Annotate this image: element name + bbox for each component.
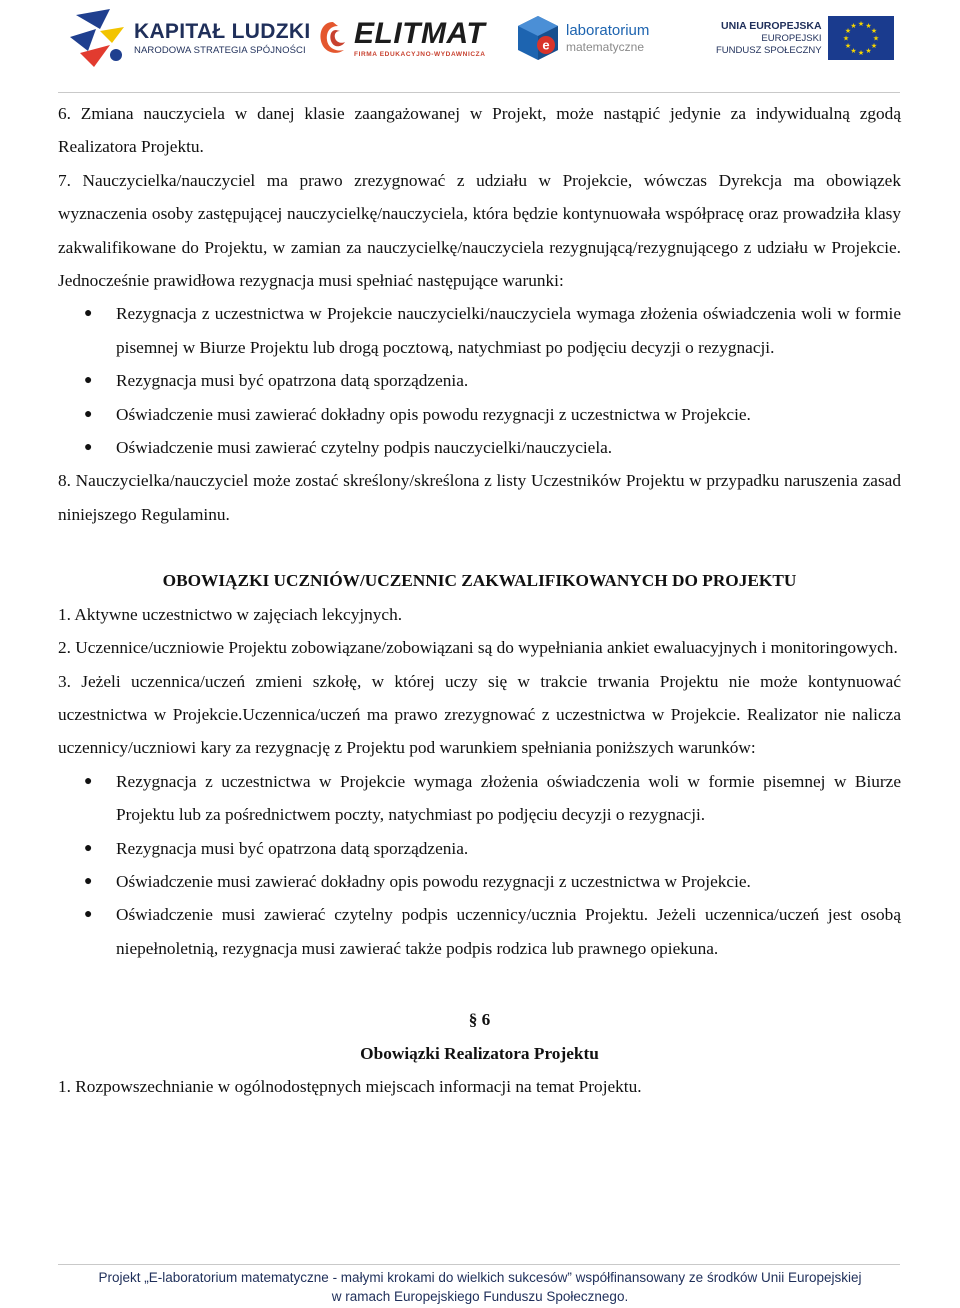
teachers-point-7: 7. Nauczycielka/nauczyciel ma prawo zrezygnować z udziału w Projekcie, wówczas Dyrekcja ma obowiązek wyznaczenia osoby zastępującej nauczycielkę/nauczyciela, która będzie kontynuowała współpracę oraz prowadziła klasy zakwalifikowane do Projektu, w zamian za nauczycielkę/nauczyciela rezygnującą/rezygnującego z udziału w Projekcie. Jednocześnie prawidłowa rezygnacja musi spełniać następujące warunki: [58,170,901,291]
elitmat-logo [316,8,486,68]
svg-text:★: ★ [844,27,851,35]
footer-line-1: Projekt „E-laboratorium matematyczne - małymi krokami do wielkich sukcesów” współfinansowany ze środków Unii Europejskiej [98,1270,862,1285]
kapital-ludzki-subtitle: NARODOWA STRATEGIA SPÓJNOŚCI [134,44,306,56]
svg-text:★: ★ [864,47,872,55]
eu-line1: UNIA EUROPEJSKA [721,19,822,32]
svg-text:★: ★ [872,34,879,43]
svg-text:★: ★ [870,42,877,50]
bullet-icon: ● [84,440,93,456]
kapital-ludzki-emblem-icon [66,7,128,69]
laboratorium-logo [516,8,649,68]
kapital-ludzki-title: KAPITAŁ LUDZKI [134,19,311,43]
bullet-icon: ● [84,873,93,889]
elitmat-name: ELITMAT [354,16,486,50]
list-item: ● Oświadczenie musi zawierać czytelny podpis uczennicy/ucznia Projektu. Jeżeli uczennica/uczeń jest osobą niepełnoletnią, rezygnacja musi zawierać także podpis rodzica lub prawnego opiekuna. [58,898,901,965]
students-point-1: 1. Aktywne uczestnictwo w zajęciach lekcyjnych. [58,604,403,624]
list-item: ● Oświadczenie musi zawierać dokładny opis powodu rezygnacji z uczestnictwa w Projekcie. [58,398,901,431]
e-cube-letter: e [542,37,550,53]
document-body [58,97,901,1103]
eu-logo [716,8,894,68]
svg-text:★: ★ [864,22,872,30]
svg-text:★: ★ [870,27,877,35]
students-resignation-conditions [58,765,901,965]
bullet-icon: ● [84,773,93,789]
footer-line-2: w ramach Europejskiego Funduszu Społecznego. [331,1289,629,1304]
footer-divider [58,1264,900,1265]
teachers-point-6: 6. Zmiana nauczyciela w danej klasie zaangażowanej w Projekt, może nastąpić jedynie za indywidualną zgodą Realizatora Projektu. [58,104,901,157]
footer [40,1268,920,1306]
students-point-2: 2. Uczennice/uczniowie Projektu zobowiązane/zobowiązani są do wypełniania ankiet ewaluacyjnych i monitoringowych. [58,638,898,658]
header-logos [0,0,960,92]
svg-text:★: ★ [849,22,857,30]
kapital-ludzki-logo [66,8,310,68]
bullet-icon: ● [84,840,93,856]
teachers-resignation-conditions [58,297,901,464]
eu-line2: EUROPEJSKI [761,32,822,44]
list-item: ● Oświadczenie musi zawierać dokładny opis powodu rezygnacji z uczestnictwa w Projekcie. [58,865,901,898]
eu-flag-icon [828,16,894,60]
laboratorium-line2: matematyczne [566,40,645,54]
bullet-icon: ● [84,306,93,322]
realizator-heading: Obowiązki Realizatora Projektu [360,1043,599,1063]
elitmat-tagline: FIRMA EDUKACYJNO-WYDAWNICZA [354,50,486,58]
svg-text:★: ★ [857,20,864,28]
laboratorium-line1: laboratorium [566,22,650,39]
list-item: ● Rezygnacja z uczestnictwa w Projekcie wymaga złożenia oświadczenia woli w formie pisemnej w Biurze Projektu lub za pośrednictwem poczty, natychmiast po podjęciu decyzji o rezygnacji. [58,765,901,832]
bullet-icon: ● [84,907,93,923]
teachers-point-8: 8. Nauczycielka/nauczyciel może zostać skreślony/skreślona z listy Uczestników Projektu w przypadku naruszenia zasad niniejszego Regulaminu. [58,471,901,524]
svg-text:★: ★ [842,34,849,43]
svg-text:★: ★ [844,42,851,50]
bullet-icon: ● [84,406,93,422]
elitmat-swirl-icon [316,18,350,58]
svg-text:★: ★ [857,49,864,57]
header-divider [58,92,900,93]
eu-line3: FUNDUSZ SPOŁECZNY [716,44,822,56]
e-cube-icon [516,14,560,62]
realizator-point-1: 1. Rozpowszechnianie w ogólnodostępnych miejscach informacji na temat Projektu. [58,1076,642,1096]
paragraph-number: § 6 [468,1010,491,1030]
list-item: ● Rezygnacja z uczestnictwa w Projekcie nauczycielki/nauczyciela wymaga złożenia oświadczenia woli w formie pisemnej w Biurze Projektu lub drogą pocztową, natychmiast po podjęciu decyzji o rezygnacji. [58,297,901,364]
bullet-icon: ● [84,373,93,389]
students-heading: OBOWIĄZKI UCZNIÓW/UCZENNIC ZAKWALIFIKOWANYCH DO PROJEKTU [162,571,797,591]
list-item: ● Rezygnacja musi być opatrzona datą sporządzenia. [58,832,901,865]
svg-text:★: ★ [849,47,857,55]
list-item: ● Rezygnacja musi być opatrzona datą sporządzenia. [58,364,901,397]
list-item: ● Oświadczenie musi zawierać czytelny podpis nauczycielki/nauczyciela. [58,431,901,464]
students-point-3: 3. Jeżeli uczennica/uczeń zmieni szkołę, w której uczy się w trakcie trwania Projektu nie może kontynuować uczestnictwa w Projekcie.Uczennica/uczeń ma prawo zrezygnować z uczestnictwa w Projekcie. Realizator nie nalicza uczennicy/uczniowi kary za rezygnację z Projektu pod warunkiem spełniania poniższych warunków: [58,671,901,758]
